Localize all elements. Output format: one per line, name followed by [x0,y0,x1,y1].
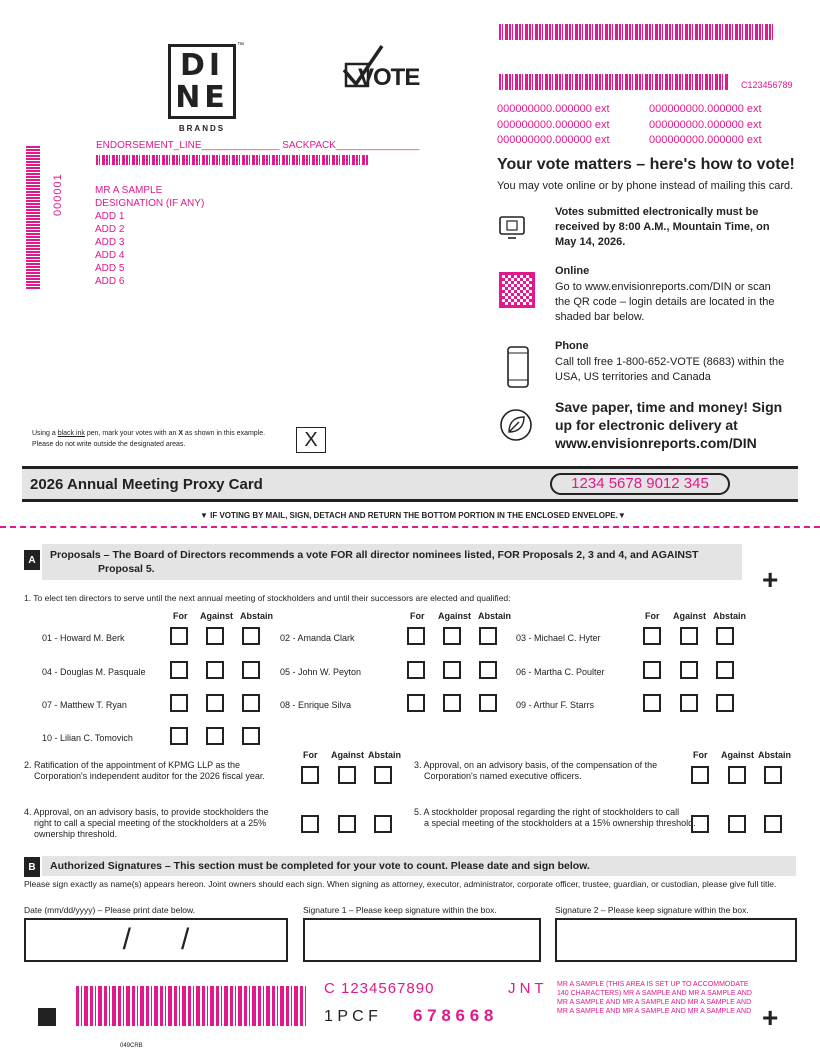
marking-instructions: Using a black ink pen, mark your votes with an X as shown in this example. [32,430,266,437]
howto-subtitle: You may vote online or by phone instead of mailing this card. [497,180,794,192]
col-for: For [173,611,188,621]
vote-checkbox-against[interactable] [680,661,698,679]
vote-checkbox-for[interactable] [407,627,425,645]
proposal-5-text: 5. A stockholder proposal regarding the right of stockholders to call a special meeting of the stockholders at a 15% ownership threshold. [414,807,696,828]
nominee-label: 10 - Lilian C. Tomovich [42,733,133,743]
card-title: 2026 Annual Meeting Proxy Card [30,476,263,493]
footer-id: C 1234567890 [324,980,435,997]
col-against: Against [721,750,755,760]
date-label: Date (mm/dd/yyyy) – Please print date below. [24,905,196,915]
vote-checkbox-against[interactable] [443,661,461,679]
nominee-label: 09 - Arthur F. Starrs [516,700,595,710]
section-a-letter: A [24,550,40,570]
qr-code-icon [499,272,535,308]
col-against: Against [673,611,707,621]
address-line: DESIGNATION (IF ANY) [95,198,205,209]
vote-checkbox-against[interactable] [680,694,698,712]
nominee-label: 04 - Douglas M. Pasquale [42,667,146,677]
vote-checkbox-for[interactable] [643,627,661,645]
vote-checkbox-for[interactable] [643,694,661,712]
signature-2-input[interactable] [555,918,797,962]
vote-checkbox-against[interactable] [206,694,224,712]
ext-code: 000000000.000000 ext [649,103,762,115]
footer-jnt: J N T [508,980,544,997]
vote-checkbox-abstain[interactable] [479,627,497,645]
vote-checkbox-abstain[interactable] [242,627,260,645]
footer-small-code: 049CRB [120,1043,143,1049]
signature-1-input[interactable] [303,918,541,962]
footer-sample: MR A SAMPLE (THIS AREA IS SET UP TO ACCOMMODATE 140 CHARACTERS) MR A SAMPLE AND MR A SAMPLE AND MR A SAMPLE AND MR A SAMPLE AND MR A SAMPLE AND MR A SAMPLE AND MR A SAMPLE AND MR A SAMPLE AND [557,981,752,1015]
vote-checkbox-abstain[interactable] [242,661,260,679]
item1-text: 1. To elect ten directors to serve until the next annual meeting of stockholders and until their successors are elected and qualified: [24,593,511,603]
col-abstain: Abstain [478,611,512,621]
footer-code: 1 P C F [324,1008,378,1025]
nominee-label: 02 - Amanda Clark [280,633,355,643]
section-b-title: Authorized Signatures – This section must be completed for your vote to count. Please date and sign below. [50,860,590,872]
proposal-4-against[interactable] [338,815,356,833]
nominee-label: 08 - Enrique Silva [280,700,352,710]
monitor-icon [499,215,525,241]
nominee-label: 03 - Michael C. Hyter [516,633,601,643]
ext-code: 000000000.000000 ext [497,103,610,115]
col-against: Against [438,611,472,621]
side-barcode [26,146,40,289]
date-input[interactable]: / / [24,918,288,962]
vote-checkbox-for[interactable] [170,727,188,745]
nominee-label: 01 - Howard M. Berk [42,633,125,643]
detach-instruction: ▼ IF VOTING BY MAIL, SIGN, DETACH AND RETURN THE BOTTOM PORTION IN THE ENCLOSED ENVELOPE.▼ [200,511,626,520]
col-abstain: Abstain [713,611,747,621]
col-abstain: Abstain [368,750,402,760]
col-abstain: Abstain [758,750,792,760]
dine-logo: DI NE [168,44,236,119]
ext-code: 000000000.000000 ext [649,134,762,146]
footer-barcode [76,986,308,1026]
address-line: ADD 2 [95,224,125,235]
address-line: ADD 3 [95,237,125,248]
vote-checkbox-against[interactable] [680,627,698,645]
trademark: ™ [237,42,244,49]
vote-checkbox-for[interactable] [170,661,188,679]
vote-checkbox-abstain[interactable] [716,661,734,679]
proposal-3-for[interactable] [691,766,709,784]
vote-checkbox-for[interactable] [170,627,188,645]
vote-logo: VOTE [342,44,422,94]
footer-plus-mark: + [762,1002,779,1033]
proposal-5-for[interactable] [691,815,709,833]
example-mark-box: X [296,427,326,453]
online-title: Online [555,265,590,277]
address-line: MR A SAMPLE [95,185,163,196]
id-barcode [499,74,729,90]
proposal-2-text: 2. Ratification of the appointment of KPMG LLP as the Corporation's independent auditor for the 2026 fiscal year. [24,760,265,781]
address-line: ADD 1 [95,211,125,222]
proposal-4-for[interactable] [301,815,319,833]
nominee-label: 06 - Martha C. Poulter [516,667,605,677]
address-line: ADD 4 [95,250,125,261]
barcode-id-text: C123456789 [741,80,793,90]
phone-icon [507,346,529,388]
section-b-letter: B [24,857,40,877]
address-line: ADD 5 [95,263,125,274]
vote-checkbox-for[interactable] [170,694,188,712]
registration-square [38,1008,56,1026]
detach-line [0,526,820,528]
vote-checkbox-abstain[interactable] [242,727,260,745]
paper-text: Save paper, time and money! Sign up for electronic delivery at www.envisionreports.com/DIN [555,399,783,451]
marking-instructions-2: Please do not write outside the designated areas. [32,441,186,448]
proposal-3-text: 3. Approval, on an advisory basis, of the compensation of the Corporation's named executive officers. [414,760,658,781]
vote-checkbox-for[interactable] [643,661,661,679]
vote-checkbox-abstain[interactable] [716,694,734,712]
howto-title: Your vote matters – here's how to vote! [497,156,795,173]
postal-barcode [96,155,368,165]
leaf-icon [499,408,533,442]
top-barcode [499,24,774,40]
vote-checkbox-abstain[interactable] [479,694,497,712]
col-against: Against [331,750,365,760]
deadline-text: Votes submitted electronically must be received by 8:00 A.M., Mountain Time, on May 14, 2026. [555,206,770,248]
proposal-5-abstain[interactable] [764,815,782,833]
proposal-2-for[interactable] [301,766,319,784]
ext-code: 000000000.000000 ext [497,119,610,131]
proposal-4-text: 4. Approval, on an advisory basis, to provide stockholders the right to call a special meeting of the stockholders at a 25% ownership threshold. [24,807,269,839]
vote-checkbox-for[interactable] [407,694,425,712]
nominee-label: 05 - John W. Peyton [280,667,362,677]
proposal-4-abstain[interactable] [374,815,392,833]
col-for: For [645,611,660,621]
col-for: For [693,750,708,760]
endorsement-line: ENDORSEMENT_LINE______________ SACKPACK_______________ [96,140,420,151]
section-b-text: Please sign exactly as name(s) appears hereon. Joint owners should each sign. When signing as attorney, executor, administrator, corporate officer, trustee, guardian, or custodian, please give full title. [24,879,777,889]
vote-checkbox-for[interactable] [407,661,425,679]
ext-code: 000000000.000000 ext [649,119,762,131]
proposal-3-abstain[interactable] [764,766,782,784]
vote-checkbox-abstain[interactable] [479,661,497,679]
vote-checkbox-abstain[interactable] [716,627,734,645]
vote-checkbox-against[interactable] [443,627,461,645]
vote-checkbox-against[interactable] [443,694,461,712]
online-text: Go to www.envisionreports.com/DIN or scan the QR code – login details are located in the shaded bar below. [555,281,775,323]
sig2-label: Signature 2 – Please keep signature within the box. [555,905,749,915]
vote-checkbox-abstain[interactable] [242,694,260,712]
sig1-label: Signature 1 – Please keep signature within the box. [303,905,497,915]
phone-text: Call toll free 1-800-652-VOTE (8683) within the USA, US territories and Canada [555,356,785,383]
proposal-5-against[interactable] [728,815,746,833]
vote-checkbox-against[interactable] [206,727,224,745]
col-for: For [303,750,318,760]
col-against: Against [200,611,234,621]
phone-title: Phone [555,340,589,352]
proposal-2-against[interactable] [338,766,356,784]
proposal-3-against[interactable] [728,766,746,784]
col-for: For [410,611,425,621]
col-abstain: Abstain [240,611,274,621]
control-number: 1234 5678 9012 345 [550,473,730,495]
vote-checkbox-against[interactable] [206,661,224,679]
footer-number: 6 7 8 6 6 8 [413,1006,494,1025]
vote-checkbox-against[interactable] [206,627,224,645]
address-line: ADD 6 [95,276,125,287]
brands-tagline: BRANDS [178,124,226,133]
proposal-2-abstain[interactable] [374,766,392,784]
plus-mark: + [762,564,779,595]
section-a-title: Proposals – The Board of Directors recommends a vote FOR all director nominees listed, FOR Proposals 2, 3 and 4, and AGAINST Proposal 5. [50,549,699,575]
side-code: 000001 [52,173,64,216]
ext-code: 000000000.000000 ext [497,134,610,146]
nominee-label: 07 - Matthew T. Ryan [42,700,127,710]
